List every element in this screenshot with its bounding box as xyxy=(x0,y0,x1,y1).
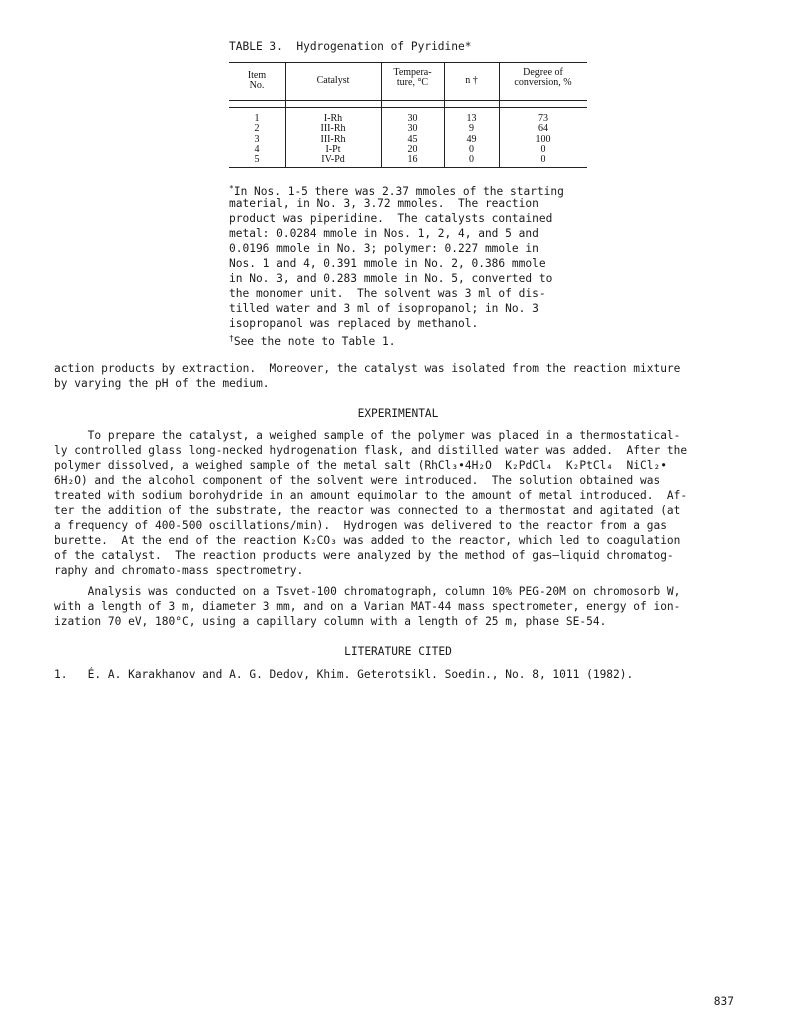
text-line: polymer dissolved, a weighed sample of the metal salt (RhCl₃•4H₂O K₂PdCl₄ K₂PtCl₄ NiCl₂• xyxy=(54,459,667,472)
cell-catalyst: I-Pt xyxy=(325,143,341,155)
cell-item: 2 xyxy=(254,123,260,135)
table-title: TABLE 3. Hydrogenation of Pyridine* xyxy=(229,40,472,53)
header-conversion xyxy=(499,68,587,88)
cell-temperature: 45 xyxy=(407,133,418,145)
cell-temperature: 30 xyxy=(407,113,418,124)
cell-catalyst: IV-Pd xyxy=(321,154,345,166)
text-line: burette. At the end of the reaction K₂CO₃ was added to the reactor, which led to coagulation xyxy=(54,534,681,547)
header-temperature xyxy=(381,68,444,88)
header-conv-line2: conversion, % xyxy=(514,77,572,88)
footnote-dagger-text: See the note to Table 1. xyxy=(233,335,396,348)
text-line: Analysis was conducted on a Tsvet-100 chromatograph, column 10% PEG-20M on chromosorb W, xyxy=(54,585,681,598)
header-temp-line1: Tempera- xyxy=(393,67,432,78)
footnote-line: tilled water and 3 ml of isopropanol; in No. 3 xyxy=(229,302,539,315)
column-catalyst xyxy=(285,114,381,165)
cell-conversion: 0 xyxy=(540,154,546,166)
cell-item: 1 xyxy=(254,113,260,124)
column-temperature xyxy=(381,114,444,165)
text-line: with a length of 3 m, diameter 3 mm, and on a Varian MAT-44 mass spectrometer, energy of ion- xyxy=(54,600,681,613)
column-n xyxy=(444,114,499,165)
cell-catalyst: III-Rh xyxy=(320,123,346,135)
header-catalyst: Catalyst xyxy=(316,75,350,86)
cell-n: 49 xyxy=(466,133,477,145)
reference-list xyxy=(54,667,744,682)
text-line: treated with sodium borohydride in an amount equimolar to the amount of metal introduced. Af- xyxy=(54,489,688,502)
footnote-line: in No. 3, and 0.283 mmole in No. 5, converted to xyxy=(229,272,553,285)
header-item-line2: No. xyxy=(249,80,265,91)
text-line: a frequency of 400-500 oscillations/min). Hydrogen was delivered to the reactor from a gas xyxy=(54,519,667,532)
footnote-text: In Nos. 1-5 there was 2.37 mmoles of the starting xyxy=(233,185,564,198)
footnote-line xyxy=(229,181,589,196)
cell-n: 0 xyxy=(469,143,474,155)
column-item xyxy=(229,114,285,165)
text-line: 6H₂O) and the alcohol component of the solvent were introduced. The solution obtained was xyxy=(54,474,661,487)
footnote-line: material, in No. 3, 3.72 mmoles. The reaction xyxy=(229,197,539,210)
cell-n: 0 xyxy=(469,154,474,166)
cell-item: 4 xyxy=(254,143,260,155)
text-line: of the catalyst. The reaction products were analyzed by the method of gas—liquid chromatog- xyxy=(54,549,674,562)
text-line: by varying the pH of the medium. xyxy=(54,377,270,390)
cell-conversion: 73 xyxy=(538,113,548,124)
text-line: ter the addition of the substrate, the reactor was connected to a thermostat and agitated (at xyxy=(54,504,681,517)
data-table xyxy=(229,62,587,172)
cell-temperature: 16 xyxy=(407,154,418,166)
text-line: raphy and chromato-mass spectrometry. xyxy=(54,564,304,577)
experimental-heading: EXPERIMENTAL xyxy=(357,407,439,420)
footnote-line: metal: 0.0284 mmole in Nos. 1, 2, 4, and 5 and xyxy=(229,227,539,240)
cell-temperature: 20 xyxy=(407,143,418,155)
cell-n: 9 xyxy=(469,123,474,135)
footnote-line: isopropanol was replaced by methanol. xyxy=(229,317,479,330)
text-line: ization 70 eV, 180°C, using a capillary column with a length of 25 m, phase SE-54. xyxy=(54,615,607,628)
footnote-star-mark: * xyxy=(229,184,234,193)
column-conversion xyxy=(499,114,587,165)
footnote-line: 0.0196 mmole in No. 3; polymer: 0.227 mmole in xyxy=(229,242,539,255)
cell-catalyst: I-Rh xyxy=(323,113,343,124)
cell-conversion: 100 xyxy=(535,133,551,145)
cell-item: 3 xyxy=(254,133,260,145)
text-line: To prepare the catalyst, a weighed sample of the polymer was placed in a thermostatical- xyxy=(54,429,681,442)
footnote-dagger-mark: † xyxy=(229,334,234,343)
header-conv-line1: Degree of xyxy=(523,67,563,78)
literature-heading: LITERATURE CITED xyxy=(344,645,452,658)
footnote-dagger-line xyxy=(229,331,589,346)
cell-temperature: 30 xyxy=(407,123,418,135)
cell-catalyst: III-Rh xyxy=(320,133,346,145)
text-line: ly controlled glass long-necked hydrogenation flask, and distilled water was added. After the xyxy=(54,444,688,457)
header-item-line1: Item xyxy=(247,70,267,81)
header-temp-line2: ture, °C xyxy=(396,77,429,88)
intro-paragraph xyxy=(54,361,744,391)
footnote-line: Nos. 1 and 4, 0.391 mmole in No. 2, 0.386 mmole xyxy=(229,257,546,270)
experimental-paragraph-1 xyxy=(54,428,744,578)
cell-item: 5 xyxy=(254,154,260,166)
footnote-line: product was piperidine. The catalysts contained xyxy=(229,212,553,225)
cell-n: 13 xyxy=(466,113,477,124)
page-number: 837 xyxy=(713,995,734,1008)
header-item xyxy=(229,71,285,91)
experimental-paragraph-2 xyxy=(54,584,744,629)
header-n: n † xyxy=(465,75,478,86)
text-line: action products by extraction. Moreover, the catalyst was isolated from the reaction mixture xyxy=(54,362,681,375)
footnote-line: the monomer unit. The solvent was 3 ml of dis- xyxy=(229,287,546,300)
cell-conversion: 0 xyxy=(540,143,546,155)
cell-conversion: 64 xyxy=(538,123,548,135)
table-footnotes xyxy=(229,181,589,346)
reference-item: 1. É. A. Karakhanov and A. G. Dedov, Khim. Geterotsikl. Soedin., No. 8, 1011 (1982). xyxy=(54,668,634,681)
